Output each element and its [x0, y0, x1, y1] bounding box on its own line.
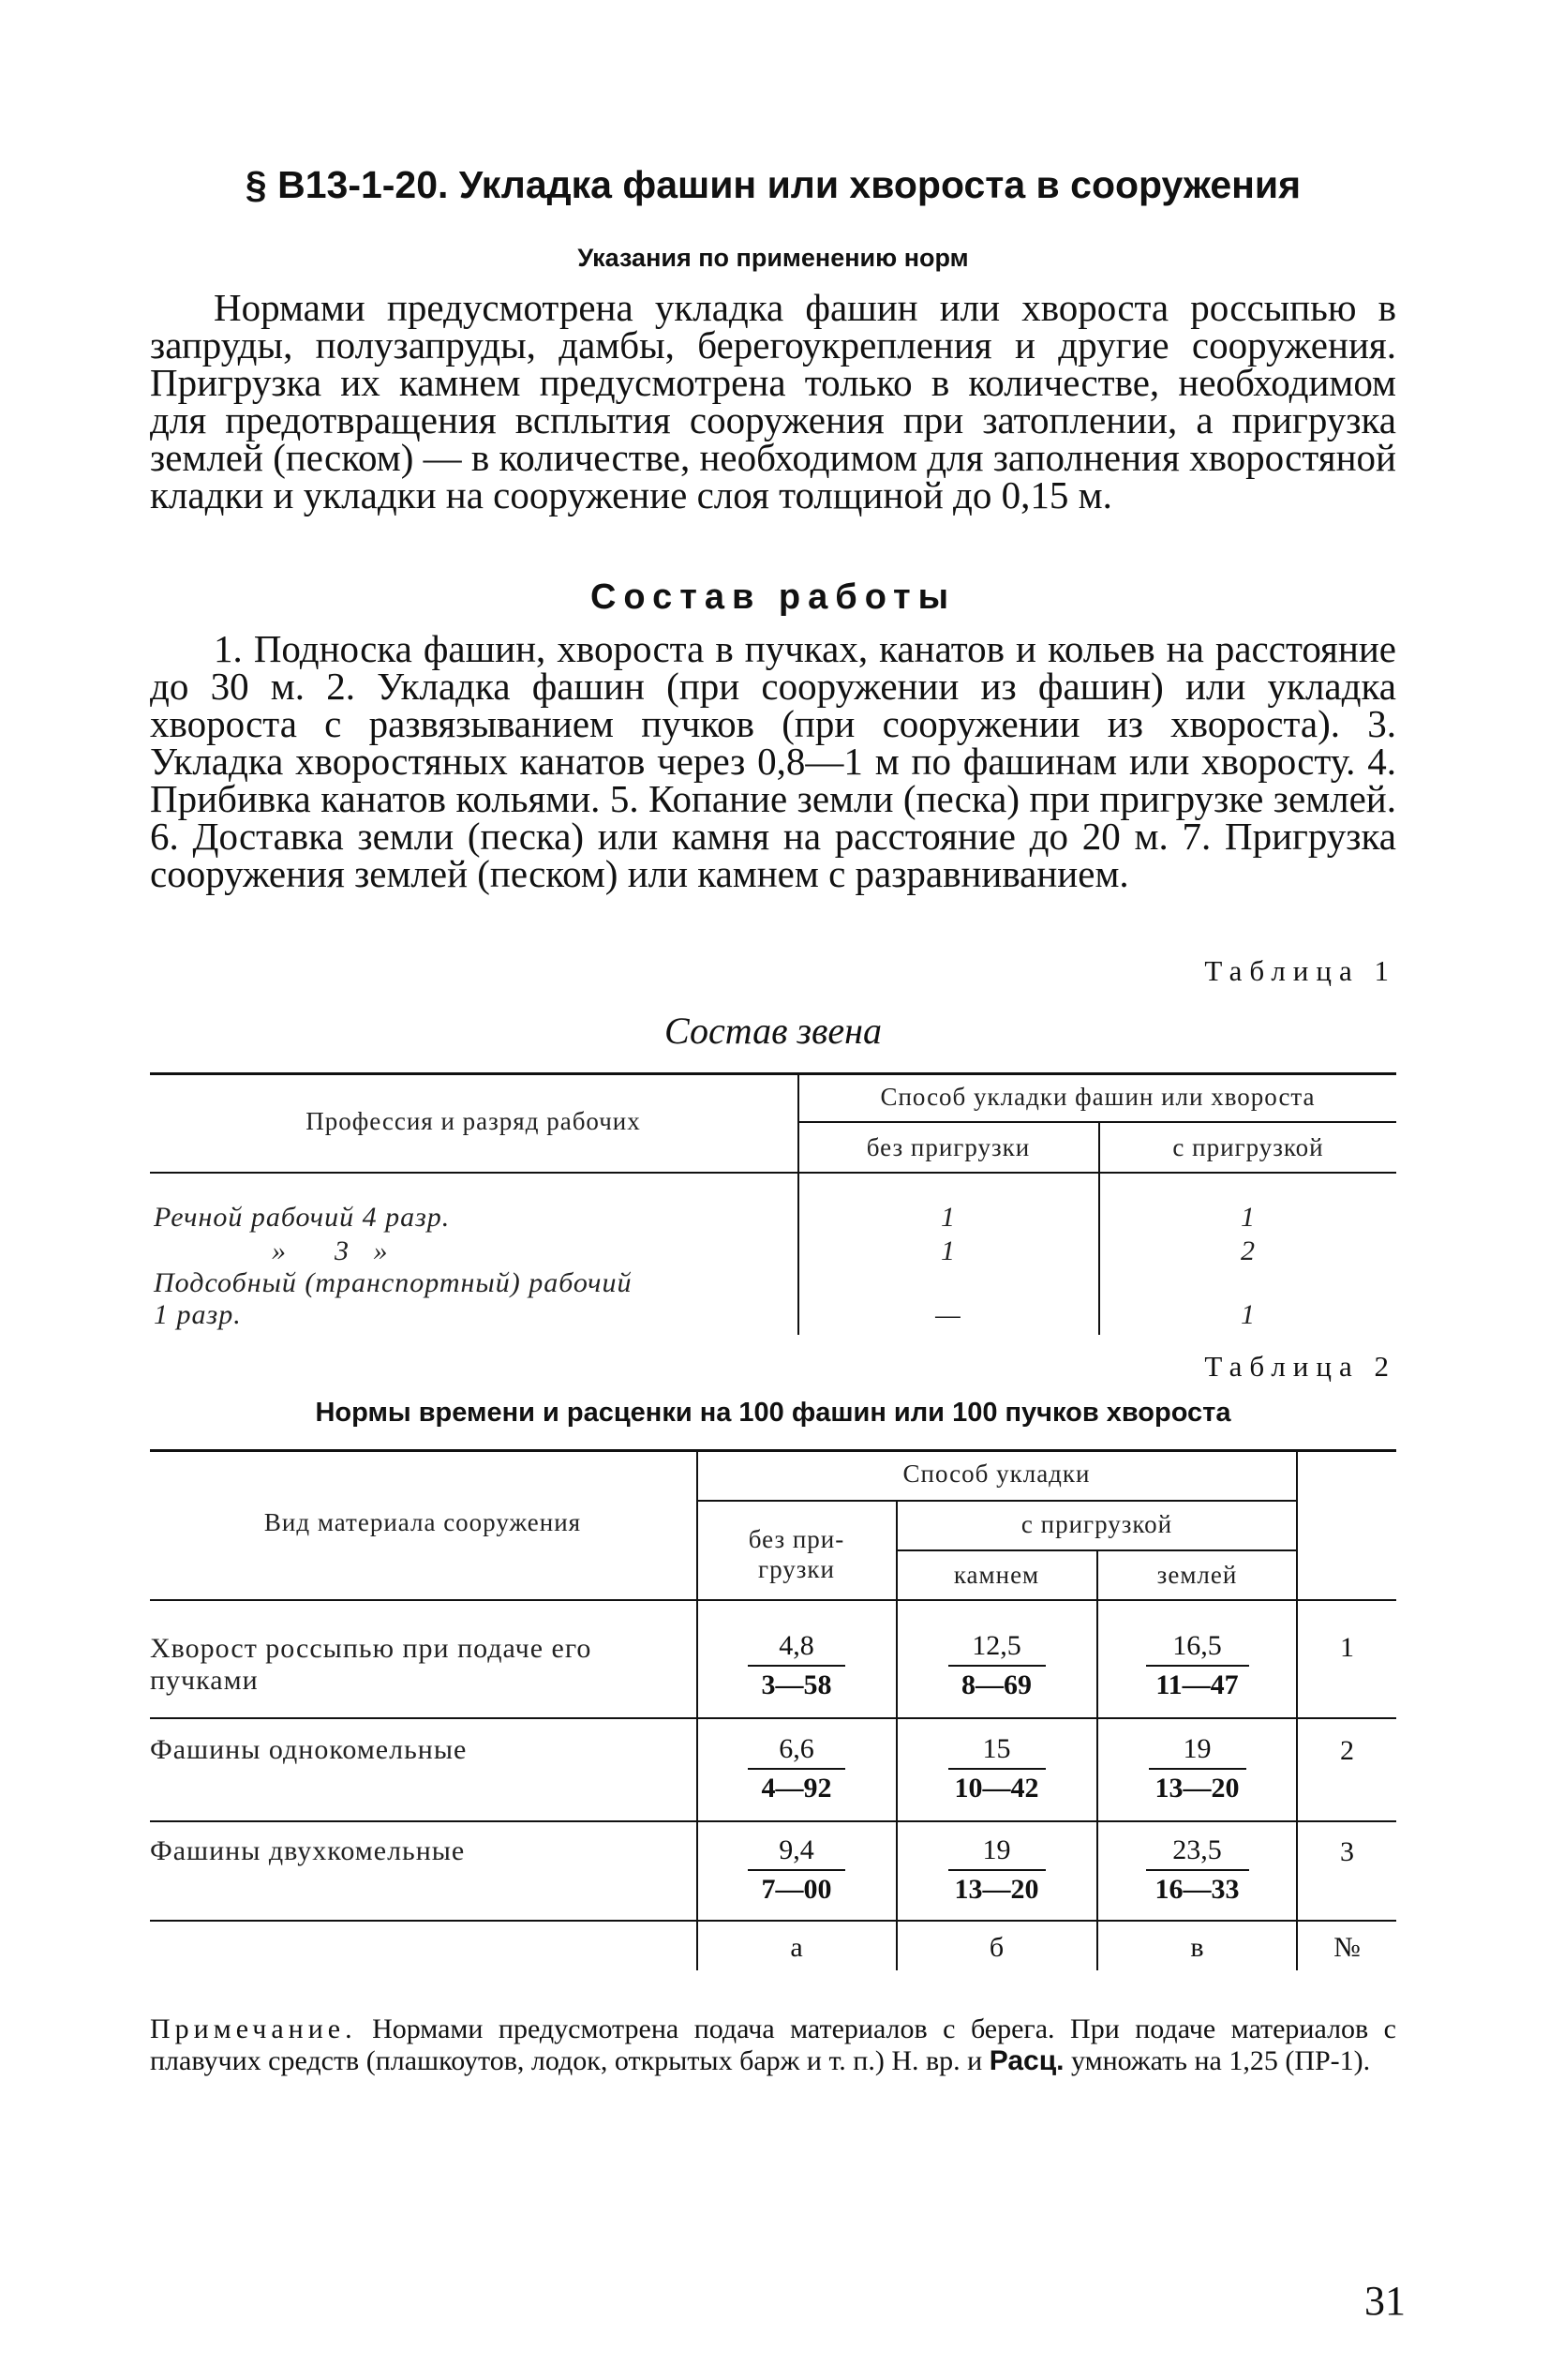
table1-sub-rule	[798, 1121, 1396, 1123]
table2-header-stone: камнем	[953, 1561, 1040, 1589]
table2-header-no-load-2: грузки	[758, 1555, 835, 1583]
rate: 11—47	[1155, 1669, 1239, 1700]
table1-row2-name: » 3 »	[272, 1235, 389, 1266]
table2-header-method: Способ укладки	[902, 1459, 1091, 1488]
rate: 13—20	[1154, 1773, 1240, 1804]
table2-header-no-load-1: без при-	[748, 1525, 845, 1553]
table2-row2-col-a	[698, 1732, 895, 1805]
fraction-bar	[948, 1665, 1046, 1667]
norm-time: 23,5	[1172, 1834, 1222, 1865]
rate: 4—92	[761, 1773, 832, 1804]
fraction-bar	[1146, 1665, 1249, 1667]
table1-header-profession: Профессия и разряд рабочих	[305, 1107, 641, 1135]
table2-footer-c: в	[1190, 1932, 1204, 1963]
note-lead: Примечание.	[150, 2013, 357, 2044]
table2-footer-b: б	[989, 1932, 1005, 1963]
table1-top-rule	[150, 1072, 1396, 1075]
table2-row3-number: 3	[1340, 1836, 1354, 1867]
note-bold: Расц.	[989, 2045, 1065, 2076]
table1-header-rule	[150, 1172, 1396, 1174]
table2-method-rule	[697, 1500, 1297, 1502]
table2-row3-name: Фашины двухкомельные	[150, 1835, 466, 1866]
fraction-bar	[748, 1869, 845, 1871]
table1-row1-name: Речной рабочий 4 разр.	[154, 1202, 451, 1233]
norm-time: 12,5	[972, 1630, 1021, 1661]
table2-header-rule	[150, 1599, 1396, 1601]
table1-header-no-load: без пригрузки	[866, 1133, 1031, 1161]
table2-footer-num: №	[1333, 1932, 1361, 1963]
table1-row1-with-load: 1	[1241, 1202, 1256, 1233]
fraction-bar	[1149, 1768, 1246, 1770]
table1-row3-name: Подсобный (транспортный) рабочий	[154, 1267, 633, 1298]
fraction-bar	[748, 1768, 845, 1770]
table2-label: Таблица 2	[1204, 1350, 1396, 1383]
table1-row3-no-load: —	[935, 1299, 961, 1330]
table2-row1-rule	[150, 1717, 1396, 1719]
table1-row3-name-line2: 1 разр.	[154, 1299, 242, 1330]
norm-time: 15	[982, 1733, 1011, 1764]
rate: 7—00	[761, 1874, 832, 1905]
table2-row1-name: Хворост россыпью при подаче его	[150, 1633, 592, 1664]
table2-row1-col-c	[1098, 1629, 1296, 1702]
table2-header-earth: землей	[1156, 1561, 1238, 1589]
table2-header-with-load: с пригрузкой	[1020, 1510, 1173, 1538]
note-text-2: умножать на 1,25 (ПР-1).	[1064, 2045, 1371, 2076]
table1-header-with-load: с пригрузкой	[1172, 1133, 1324, 1161]
table-note	[150, 2013, 1396, 2077]
table2-row3-col-b	[898, 1834, 1095, 1907]
table2-row1-col-a	[698, 1629, 895, 1702]
table2-row2-col-c	[1098, 1732, 1296, 1805]
table1-row3-with-load: 1	[1241, 1299, 1256, 1330]
page-number: 31	[1364, 2278, 1406, 2324]
fraction-bar	[948, 1869, 1046, 1871]
norm-time: 16,5	[1172, 1630, 1222, 1661]
table1-row2-with-load: 2	[1241, 1235, 1256, 1266]
rate: 16—33	[1154, 1874, 1240, 1905]
table1-row1-no-load: 1	[941, 1202, 956, 1233]
fraction-bar	[1146, 1869, 1249, 1871]
table2-row2-col-b	[898, 1732, 1095, 1805]
table2-title: Нормы времени и расценки на 100 фашин или 100 пучков хвороста	[315, 1398, 1231, 1428]
table2-col-divider-num	[1296, 1449, 1298, 1970]
table2-footer-a: а	[790, 1932, 803, 1963]
table2-row1-col-b	[898, 1629, 1095, 1702]
table1-label: Таблица 1	[1204, 954, 1396, 987]
section-title: § В13-1-20. Укладка фашин или хвороста в сооружения	[245, 163, 1302, 206]
table2-row2-number: 2	[1340, 1735, 1354, 1766]
intro-text: Нормами предусмотрена укладка фашин или хвороста россыпью в запруды, полузапруды, дамбы, берегоукрепления и другие сооружения. Пригрузка их камнем предусмотрена только в количестве, необходимом для предотвращения всплытия сооружения при затоплении, а пригрузка землей (песком) — в количестве, необходимом для заполнения хворостяной кладки и укладки на сооружение слоя толщиной до 0,15 м.	[150, 286, 1396, 516]
table2-row3-rule	[150, 1920, 1396, 1922]
work-paragraph	[150, 627, 1396, 895]
table2-top-rule	[150, 1449, 1396, 1452]
rate: 3—58	[761, 1669, 832, 1700]
table1-title: Состав звена	[663, 1010, 882, 1052]
table2-row2-name: Фашины однокомельные	[150, 1734, 468, 1765]
table2-row1-name-line2: пучками	[150, 1665, 259, 1696]
norm-time: 19	[1183, 1733, 1212, 1764]
rate: 10—42	[954, 1773, 1039, 1804]
norm-time: 9,4	[779, 1834, 814, 1865]
norm-time: 19	[982, 1834, 1011, 1865]
rate: 13—20	[954, 1874, 1039, 1905]
table2-row2-rule	[150, 1820, 1396, 1822]
table2-row1-number: 1	[1340, 1632, 1354, 1663]
rate: 8—69	[961, 1669, 1032, 1700]
norm-time: 4,8	[779, 1630, 814, 1661]
fraction-bar	[948, 1768, 1046, 1770]
intro-paragraph	[150, 286, 1396, 516]
norm-time: 6,6	[779, 1733, 814, 1764]
fraction-bar	[748, 1665, 845, 1667]
note-text-1: Нормами предусмотрена подача материалов с берега. При подаче материалов с плавучих средств (плашкоутов, лодок, открытых барж и т. п.) Н. вр. и	[150, 2013, 1396, 2076]
table1-header-method: Способ укладки фашин или хвороста	[880, 1083, 1316, 1111]
work-composition-title: Состав работы	[589, 577, 957, 617]
table1-row2-no-load: 1	[941, 1235, 956, 1266]
table2-row3-col-c	[1098, 1834, 1296, 1907]
table2-row3-col-a	[698, 1834, 895, 1907]
table2-header-material: Вид материала сооружения	[263, 1508, 582, 1536]
work-text: 1. Подноска фашин, хвороста в пучках, канатов и кольев на расстояние до 30 м. 2. Укладка фашин (при сооружении из фашин) или укладка хвороста с развязыванием пучков (при сооружении из хвороста). 3. Укладка хворостяных канатов через 0,8—1 м по фашинам или хворосту. 4. Прибивка канатов кольями. 5. Копание земли (песка) при пригрузке землей. 6. Доставка земли (песка) или камня на расстояние до 20 м. 7. Пригрузка сооружения землей (песком) или камнем с разравниванием.	[150, 627, 1396, 895]
section-subtitle: Указания по применению норм	[577, 244, 969, 272]
